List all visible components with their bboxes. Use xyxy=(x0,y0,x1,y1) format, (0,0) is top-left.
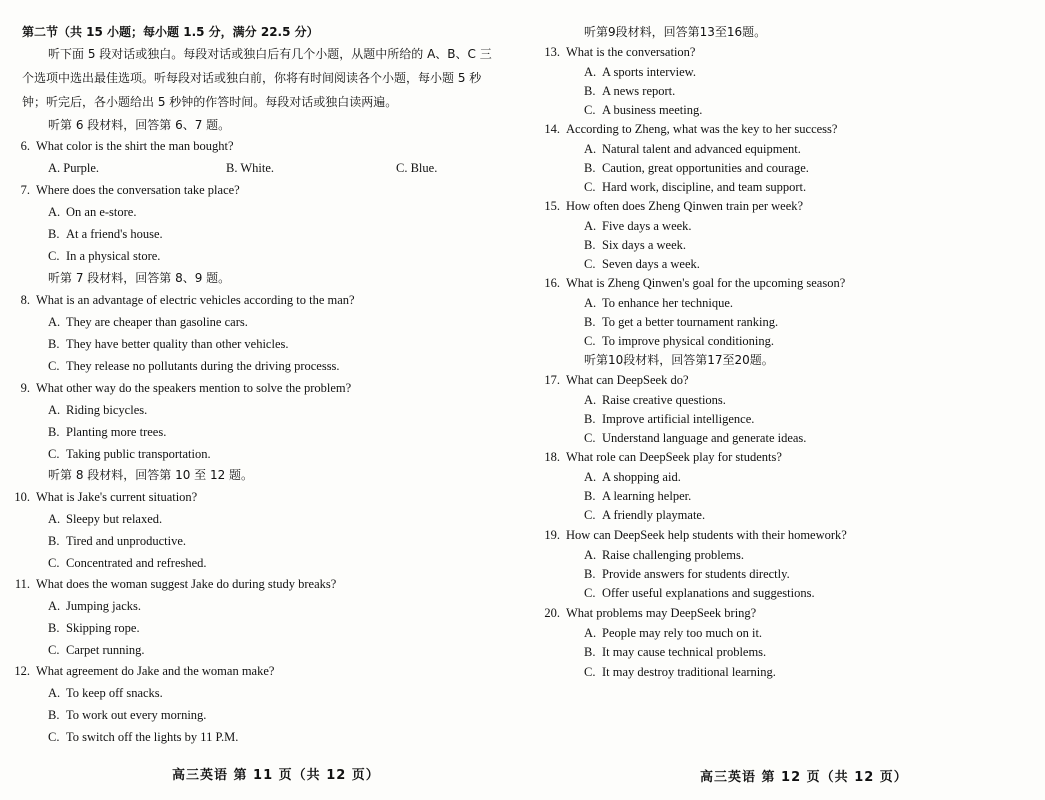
q18-option-c xyxy=(584,507,705,523)
option-letter: A. xyxy=(48,315,61,329)
q13-option-a xyxy=(584,64,696,80)
q10-option-c xyxy=(48,555,207,571)
question-stem: What can DeepSeek do? xyxy=(566,373,689,387)
option-letter: A. xyxy=(584,470,597,484)
question-number: 10. xyxy=(14,490,30,504)
q6-option-b: B. White. xyxy=(226,161,275,175)
q6-option-c: C. Blue. xyxy=(396,161,438,175)
q19-option-a xyxy=(584,547,744,563)
option-text: Natural talent and advanced equipment. xyxy=(602,142,801,156)
q11-option-b xyxy=(48,620,140,636)
option-letter: A. xyxy=(48,599,61,613)
option-letter: C. xyxy=(584,508,596,522)
question-16 xyxy=(540,275,845,291)
question-number: 20. xyxy=(544,606,560,620)
q20-option-b xyxy=(584,644,766,660)
option-text: Sleepy but relaxed. xyxy=(66,512,163,526)
q14-option-a xyxy=(584,141,801,157)
option-text: Carpet running. xyxy=(66,643,145,657)
question-stem: What color is the shirt the man bought? xyxy=(36,139,234,153)
q9-option-a xyxy=(48,402,147,418)
option-letter: C. xyxy=(584,431,596,445)
instruction-line-2: 个选项中选出最佳选项。听每段对话或独白前，你将有时间阅读各个小题，每小题 5 秒 xyxy=(22,71,482,85)
question-stem: What problems may DeepSeek bring? xyxy=(566,606,757,620)
question-13 xyxy=(540,44,695,60)
option-letter: B. xyxy=(584,567,596,581)
option-letter: A. xyxy=(584,393,597,407)
question-number: 19. xyxy=(544,528,560,542)
question-stem: What role can DeepSeek play for students? xyxy=(566,450,782,464)
q17-option-b xyxy=(584,411,754,427)
option-letter: B. xyxy=(48,425,60,439)
question-14 xyxy=(540,121,837,137)
option-letter: B. xyxy=(584,315,596,329)
question-stem: How can DeepSeek help students with their homework? xyxy=(566,528,847,542)
material-9-heading: 听第9段材料，回答第13至16题。 xyxy=(584,25,767,39)
option-text: Caution, great opportunities and courage. xyxy=(602,161,809,175)
option-text: In a physical store. xyxy=(66,249,161,263)
option-text: They release no pollutants during the driving processs. xyxy=(66,359,340,373)
option-text: To keep off snacks. xyxy=(66,686,163,700)
option-text: Raise challenging problems. xyxy=(602,548,744,562)
q9-option-b xyxy=(48,424,166,440)
question-number: 6. xyxy=(20,139,30,153)
question-17 xyxy=(540,372,689,388)
option-letter: A. xyxy=(584,296,597,310)
option-letter: B. xyxy=(584,161,596,175)
question-number: 7. xyxy=(20,183,30,197)
question-18 xyxy=(540,449,782,465)
question-20 xyxy=(540,605,756,621)
question-19 xyxy=(540,527,847,543)
option-text: Provide answers for students directly. xyxy=(602,567,790,581)
option-text: To improve physical conditioning. xyxy=(602,334,775,348)
option-text: They have better quality than other vehicles. xyxy=(66,337,289,351)
option-text: Riding bicycles. xyxy=(66,403,148,417)
option-text: On an e-store. xyxy=(66,205,137,219)
option-letter: C. xyxy=(584,586,596,600)
option-letter: A. xyxy=(48,512,61,526)
option-text: Jumping jacks. xyxy=(66,599,141,613)
option-text: A shopping aid. xyxy=(602,470,681,484)
q20-option-a xyxy=(584,625,762,641)
material-10-heading: 听第10段材料，回答第17至20题。 xyxy=(584,353,774,367)
question-number: 14. xyxy=(544,122,560,136)
question-15 xyxy=(540,198,803,214)
option-text: Raise creative questions. xyxy=(602,393,726,407)
q8-option-a xyxy=(48,314,248,330)
q12-option-a xyxy=(48,685,163,701)
option-text: To work out every morning. xyxy=(66,708,207,722)
instruction-line-3: 钟；听完后，各小题给出 5 秒钟的作答时间。每段对话或独白读两遍。 xyxy=(22,95,398,109)
q10-option-a xyxy=(48,511,162,527)
option-letter: C. xyxy=(584,334,596,348)
option-text: Concentrated and refreshed. xyxy=(66,556,207,570)
option-letter: A. xyxy=(584,219,597,233)
q7-option-b xyxy=(48,226,163,242)
option-letter: C. xyxy=(48,556,60,570)
option-text: Planting more trees. xyxy=(66,425,167,439)
question-number: 8. xyxy=(20,293,30,307)
question-number: 17. xyxy=(544,373,560,387)
material-6-heading: 听第 6 段材料，回答第 6、7 题。 xyxy=(48,118,231,132)
option-letter: A. xyxy=(584,548,597,562)
question-8 xyxy=(10,292,355,308)
option-text: At a friend's house. xyxy=(66,227,163,241)
question-number: 16. xyxy=(544,276,560,290)
option-text: A sports interview. xyxy=(602,65,696,79)
option-text: Offer useful explanations and suggestions. xyxy=(602,586,815,600)
option-text: Seven days a week. xyxy=(602,257,700,271)
q15-option-c xyxy=(584,256,700,272)
section-title: 第二节（共 15 小题；每小题 1.5 分，满分 22.5 分） xyxy=(22,25,319,39)
option-letter: B. xyxy=(48,534,60,548)
option-text: To get a better tournament ranking. xyxy=(602,315,779,329)
option-letter: C. xyxy=(584,180,596,194)
q13-option-c xyxy=(584,102,702,118)
option-text: A learning helper. xyxy=(602,489,692,503)
option-letter: A. xyxy=(584,626,597,640)
q16-option-b xyxy=(584,314,778,330)
option-letter: B. xyxy=(584,238,596,252)
q10-option-b xyxy=(48,533,186,549)
option-text: Skipping rope. xyxy=(66,621,140,635)
option-letter: B. xyxy=(584,412,596,426)
q15-option-b xyxy=(584,237,686,253)
q9-option-c xyxy=(48,446,211,462)
question-11 xyxy=(10,576,336,592)
q12-option-b xyxy=(48,707,206,723)
q15-option-a xyxy=(584,218,692,234)
option-text: To enhance her technique. xyxy=(602,296,734,310)
option-text: Six days a week. xyxy=(602,238,687,252)
q11-option-a xyxy=(48,598,141,614)
question-stem: What is Zheng Qinwen's goal for the upcoming season? xyxy=(566,276,846,290)
question-9 xyxy=(10,380,351,396)
option-letter: C. xyxy=(48,447,60,461)
option-text: People may rely too much on it. xyxy=(602,626,763,640)
question-7 xyxy=(10,182,240,198)
question-6 xyxy=(10,138,234,154)
q7-option-c xyxy=(48,248,160,264)
option-letter: C. xyxy=(584,257,596,271)
option-letter: C. xyxy=(48,730,60,744)
question-number: 11. xyxy=(14,577,30,591)
option-text: A news report. xyxy=(602,84,676,98)
option-letter: A. xyxy=(584,65,597,79)
question-stem: What does the woman suggest Jake do during study breaks? xyxy=(36,577,337,591)
q20-option-c xyxy=(584,664,776,680)
option-text: To switch off the lights by 11 P.M. xyxy=(66,730,239,744)
q12-option-c xyxy=(48,729,238,745)
option-text: A friendly playmate. xyxy=(602,508,706,522)
option-letter: C. xyxy=(584,665,596,679)
q16-option-a xyxy=(584,295,733,311)
option-text: Tired and unproductive. xyxy=(66,534,187,548)
option-text: It may destroy traditional learning. xyxy=(602,665,776,679)
option-letter: B. xyxy=(48,227,60,241)
option-text: Understand language and generate ideas. xyxy=(602,431,807,445)
option-letter: B. xyxy=(48,621,60,635)
question-number: 12. xyxy=(14,664,30,678)
page-footer-12: 高三英语 第 12 页（共 12 页） xyxy=(700,770,908,785)
q13-option-b xyxy=(584,83,675,99)
question-number: 13. xyxy=(544,45,560,59)
question-12 xyxy=(10,663,274,679)
q8-option-b xyxy=(48,336,289,352)
option-text: Five days a week. xyxy=(602,219,692,233)
option-letter: C. xyxy=(584,103,596,117)
question-stem: What is the conversation? xyxy=(566,45,696,59)
option-letter: C. xyxy=(48,643,60,657)
q14-option-b xyxy=(584,160,809,176)
option-letter: A. xyxy=(48,686,61,700)
q11-option-c xyxy=(48,642,144,658)
question-stem: According to Zheng, what was the key to her success? xyxy=(566,122,838,136)
option-text: A business meeting. xyxy=(602,103,703,117)
q17-option-c xyxy=(584,430,806,446)
q7-option-a xyxy=(48,204,136,220)
question-stem: How often does Zheng Qinwen train per week? xyxy=(566,199,804,213)
option-text: It may cause technical problems. xyxy=(602,645,767,659)
option-letter: B. xyxy=(48,708,60,722)
question-stem: What agreement do Jake and the woman make? xyxy=(36,664,275,678)
q19-option-c xyxy=(584,585,815,601)
question-number: 9. xyxy=(20,381,30,395)
option-letter: A. xyxy=(48,403,61,417)
q16-option-c xyxy=(584,333,774,349)
material-8-heading: 听第 8 段材料，回答第 10 至 12 题。 xyxy=(48,468,254,482)
option-letter: B. xyxy=(584,645,596,659)
option-letter: C. xyxy=(48,359,60,373)
q8-option-c xyxy=(48,358,340,374)
option-text: Improve artificial intelligence. xyxy=(602,412,755,426)
question-10 xyxy=(10,489,197,505)
q14-option-c xyxy=(584,179,806,195)
question-stem: Where does the conversation take place? xyxy=(36,183,240,197)
material-7-heading: 听第 7 段材料，回答第 8、9 题。 xyxy=(48,271,231,285)
question-number: 18. xyxy=(544,450,560,464)
option-letter: B. xyxy=(48,337,60,351)
q6-option-a: A. Purple. xyxy=(48,161,100,175)
question-stem: What is Jake's current situation? xyxy=(36,490,198,504)
question-stem: What is an advantage of electric vehicles according to the man? xyxy=(36,293,355,307)
option-text: Taking public transportation. xyxy=(66,447,211,461)
question-number: 15. xyxy=(544,199,560,213)
option-letter: B. xyxy=(584,84,596,98)
q18-option-b xyxy=(584,488,691,504)
question-stem: What other way do the speakers mention to solve the problem? xyxy=(36,381,352,395)
q17-option-a xyxy=(584,392,726,408)
page-footer-11: 高三英语 第 11 页（共 12 页） xyxy=(172,768,380,783)
option-text: Hard work, discipline, and team support. xyxy=(602,180,807,194)
option-letter: A. xyxy=(584,142,597,156)
option-letter: A. xyxy=(48,205,61,219)
instruction-line-1: 听下面 5 段对话或独白。每段对话或独白后有几个小题，从题中所给的 A、B、C 三 xyxy=(48,47,492,61)
option-letter: B. xyxy=(584,489,596,503)
option-letter: C. xyxy=(48,249,60,263)
q19-option-b xyxy=(584,566,790,582)
option-text: They are cheaper than gasoline cars. xyxy=(66,315,248,329)
q18-option-a xyxy=(584,469,681,485)
